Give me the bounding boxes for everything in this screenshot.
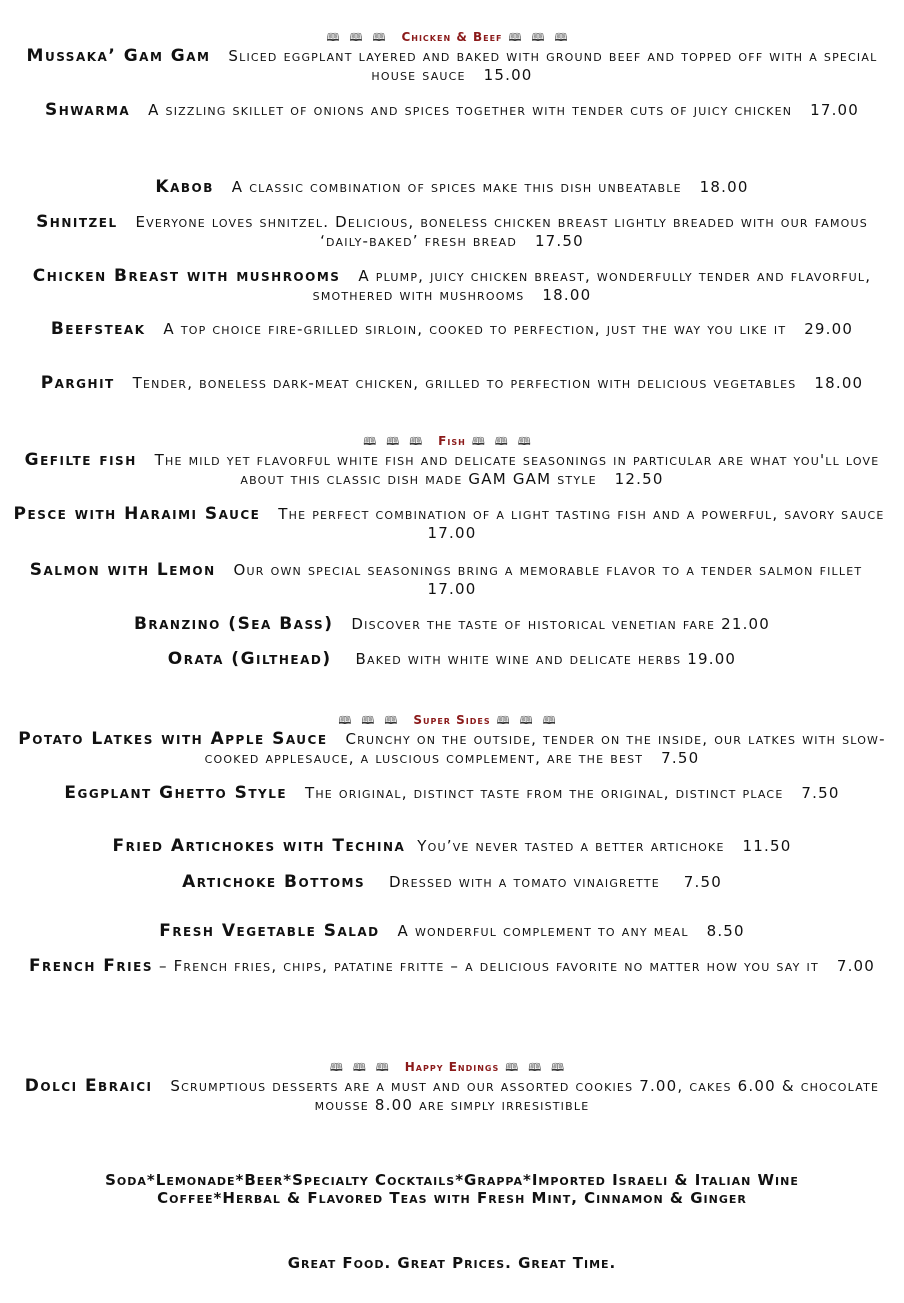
drinks-line-2: Coffee*Herbal & Flavored Teas with Fresh Mint, Cinnamon & Ginger (157, 1189, 747, 1207)
open-book-icon: 🕮🕮🕮 (338, 714, 408, 727)
item-price: 7.00 (836, 957, 876, 975)
menu-item (10, 1077, 894, 1115)
menu-item (10, 451, 894, 489)
item-description: Crunchy on the outside, tender on the inside, our latkes with slow-cooked applesauce, a luscious complement, are the best (204, 730, 886, 767)
item-name: Fried Artichokes with Techina (112, 836, 406, 856)
item-description: A wonderful complement to any meal (397, 922, 689, 940)
item-description: A plump, juicy chicken breast, wonderfully tender and flavorful, smothered with mushrooms (312, 267, 872, 304)
item-price: 17.00 (427, 580, 477, 598)
item-price: 18.00 (699, 178, 749, 196)
item-description: You’ve never tasted a better artichoke (417, 837, 725, 855)
item-name: Eggplant Ghetto Style (64, 783, 288, 803)
section-title: Fish (438, 434, 466, 448)
item-price: 17.50 (534, 232, 584, 250)
item-price: 7.50 (683, 873, 722, 891)
item-description: A sizzling skillet of onions and spices together with tender cuts of juicy chicken (148, 101, 793, 119)
item-description: A classic combination of spices make this dish unbeatable (231, 178, 682, 196)
menu-item (10, 267, 894, 305)
section-header-super-sides (0, 713, 904, 728)
menu-item (10, 505, 894, 543)
menu-item (10, 784, 894, 803)
item-price: 12.50 (614, 470, 664, 488)
item-description: The perfect combination of a light tasting fish and a powerful, savory sauce (278, 505, 885, 523)
section-title: Happy Endings (404, 1060, 500, 1074)
section-title: Super Sides (413, 713, 491, 727)
menu-item (10, 101, 894, 120)
open-book-icon: 🕮🕮🕮 (508, 31, 578, 44)
open-book-icon: 🕮🕮🕮 (329, 1061, 399, 1074)
menu-item (10, 730, 894, 768)
menu-item (10, 873, 894, 892)
item-price: 8.50 (706, 922, 745, 940)
item-description: Baked with white wine and delicate herbs (355, 650, 682, 668)
item-price: 21.00 (721, 615, 771, 633)
open-book-icon: 🕮🕮🕮 (496, 714, 566, 727)
item-description: Sliced eggplant layered and baked with ground beef and topped off with a special house sauce (228, 47, 878, 84)
item-name: Artichoke Bottoms (182, 872, 366, 892)
item-description: Discover the taste of historical venetian fare (351, 615, 716, 633)
menu-item (10, 374, 894, 393)
menu-item (10, 837, 894, 856)
item-price: 18.00 (542, 286, 592, 304)
item-name: French Fries (28, 956, 153, 976)
menu-item (10, 320, 894, 339)
item-name: Branzino (Sea Bass) (133, 614, 334, 634)
section-header-fish (0, 434, 904, 449)
item-price: 7.50 (801, 784, 840, 802)
item-name: Chicken Breast with mushrooms (32, 266, 341, 286)
item-price: 19.00 (687, 650, 737, 668)
item-name: Kabob (155, 177, 214, 197)
item-description: Everyone loves shnitzel. Delicious, boneless chicken breast lightly breaded with our famous ‘daily-baked’ fresh bread (135, 213, 868, 250)
item-name: Parghit (40, 373, 115, 393)
item-name: Fresh Vegetable Salad (159, 921, 380, 941)
item-name: Orata (Gilthead) (167, 649, 332, 669)
item-price: 7.50 (661, 749, 700, 767)
item-name: Salmon with Lemon (29, 560, 216, 580)
item-name: Mussaka’ Gam Gam (26, 46, 211, 66)
section-title: Chicken & Beef (401, 30, 503, 44)
item-name: Pesce with Haraimi Sauce (13, 504, 261, 524)
item-name: Beefsteak (50, 319, 146, 339)
menu-item (10, 922, 894, 941)
section-header-happy-endings (0, 1060, 904, 1075)
item-description: A top choice fire-grilled sirloin, cooked to perfection, just the way you like it (163, 320, 787, 338)
item-price: 29.00 (804, 320, 854, 338)
menu-item (10, 615, 894, 634)
item-price: 17.00 (427, 524, 477, 542)
section-header-chicken-beef (0, 30, 904, 45)
open-book-icon: 🕮🕮🕮 (326, 31, 396, 44)
item-description: The original, distinct taste from the original, distinct place (304, 784, 784, 802)
item-description: Scrumptious desserts are a must and our assorted cookies 7.00, cakes 6.00 & chocolate mousse 8.00 are simply irresistible (170, 1077, 880, 1114)
menu-item (10, 213, 894, 251)
menu-item (10, 561, 894, 599)
item-description: – French fries, chips, patatine fritte – a delicious favorite no matter how you say it (158, 957, 819, 975)
item-price: 15.00 (483, 66, 533, 84)
menu-item (10, 178, 894, 197)
item-price: 18.00 (814, 374, 864, 392)
item-name: Shwarma (44, 100, 131, 120)
menu-item (10, 957, 894, 976)
item-name: Dolci Ebraici (24, 1076, 153, 1096)
open-book-icon: 🕮🕮🕮 (363, 435, 433, 448)
item-price: 11.50 (742, 837, 792, 855)
item-price: 17.00 (810, 101, 860, 119)
open-book-icon: 🕮🕮🕮 (505, 1061, 575, 1074)
item-name: Potato Latkes with Apple Sauce (18, 729, 328, 749)
item-description: Tender, boneless dark-meat chicken, grilled to perfection with delicious vegetables (132, 374, 797, 392)
drinks-line-1: Soda*Lemonade*Beer*Specialty Cocktails*Grappa*Imported Israeli & Italian Wine (105, 1171, 799, 1189)
item-description: The mild yet flavorful white fish and delicate seasonings in particular are what you'll love about this classic dish made GAM GAM style (154, 451, 880, 488)
item-description: Dressed with a tomato vinaigrette (389, 873, 660, 891)
menu-item (10, 47, 894, 85)
item-description: Our own special seasonings bring a memorable flavor to a tender salmon fillet (233, 561, 863, 579)
item-name: Gefilte fish (24, 450, 137, 470)
open-book-icon: 🕮🕮🕮 (471, 435, 541, 448)
tagline: Great Food. Great Prices. Great Time. (287, 1254, 617, 1272)
item-name: Shnitzel (36, 212, 118, 232)
menu-item (10, 650, 894, 669)
